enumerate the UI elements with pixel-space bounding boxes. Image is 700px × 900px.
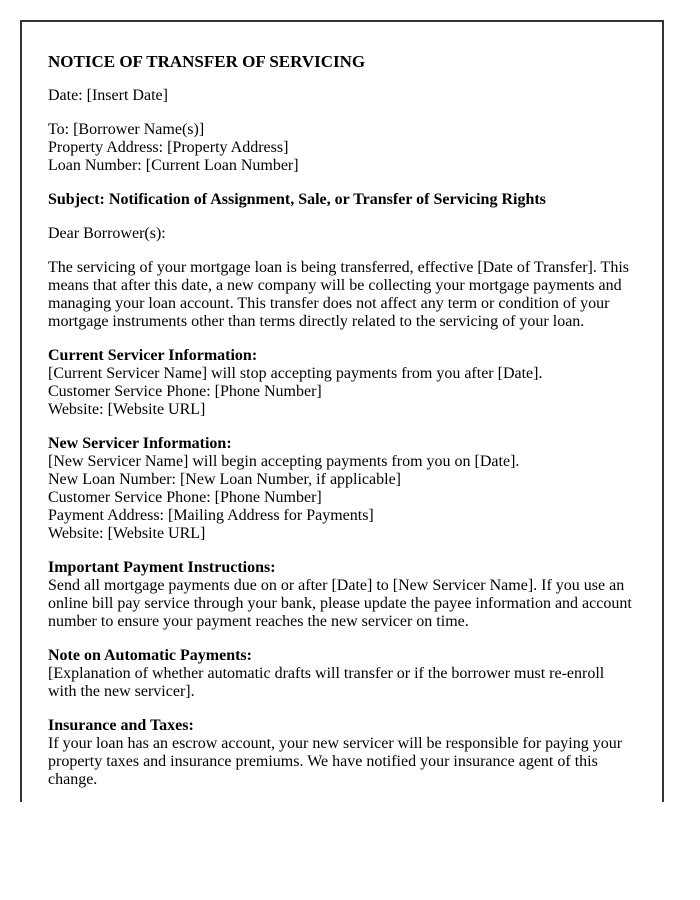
date-line: Date: [Insert Date] [48,87,168,104]
section-current-servicer-heading: Current Servicer Information: [48,347,258,364]
section-insurance-taxes [48,717,636,789]
section-payment-instructions [48,559,636,631]
subject-line: Subject: Notification of Assignment, Sale, or Transfer of Servicing Rights [48,191,546,208]
salutation: Dear Borrower(s): [48,225,166,242]
recipient-property-address-line: Property Address: [Property Address] [48,139,289,156]
current-servicer-website-line: Website: [Website URL] [48,401,206,418]
current-servicer-phone-line: Customer Service Phone: [Phone Number] [48,383,322,400]
section-automatic-payments-heading: Note on Automatic Payments: [48,647,252,664]
new-servicer-begin-payments-line: [New Servicer Name] will begin accepting payments from you on [Date]. [48,453,520,470]
section-new-servicer [48,435,636,543]
new-servicer-payment-address-line: Payment Address: [Mailing Address for Payments] [48,507,374,524]
current-servicer-stop-payments-line: [Current Servicer Name] will stop accepting payments from you after [Date]. [48,365,543,382]
new-servicer-phone-line: Customer Service Phone: [Phone Number] [48,489,322,506]
new-servicer-loan-number-line: New Loan Number: [New Loan Number, if applicable] [48,471,402,488]
letter-title: NOTICE OF TRANSFER OF SERVICING [48,52,366,71]
recipient-block [48,121,636,175]
payment-instructions-paragraph: Send all mortgage payments due on or after [Date] to [New Servicer Name]. If you use an online bill pay service through your bank, please update the payee information and account number to ensure your payment reaches the new servicer on time. [48,577,632,630]
section-payment-instructions-heading: Important Payment Instructions: [48,559,276,576]
recipient-loan-number-line: Loan Number: [Current Loan Number] [48,157,299,174]
automatic-payments-paragraph: [Explanation of whether automatic drafts will transfer or if the borrower must re-enroll with the new servicer]. [48,665,605,700]
section-automatic-payments [48,647,636,701]
new-servicer-website-line: Website: [Website URL] [48,525,206,542]
section-current-servicer [48,347,636,419]
letter-page-frame [20,20,664,802]
recipient-to-line: To: [Borrower Name(s)] [48,121,205,138]
section-new-servicer-heading: New Servicer Information: [48,435,232,452]
insurance-taxes-paragraph: If your loan has an escrow account, your new servicer will be responsible for paying your property taxes and insurance premiums. We have notified your insurance agent of this change. [48,735,623,788]
section-insurance-taxes-heading: Insurance and Taxes: [48,717,194,734]
intro-paragraph: The servicing of your mortgage loan is being transferred, effective [Date of Transfer]. This means that after this date, a new company will be collecting your mortgage payments and managing your loan account. This transfer does not affect any term or condition of your mortgage instruments other than terms directly related to the servicing of your loan. [48,259,629,330]
